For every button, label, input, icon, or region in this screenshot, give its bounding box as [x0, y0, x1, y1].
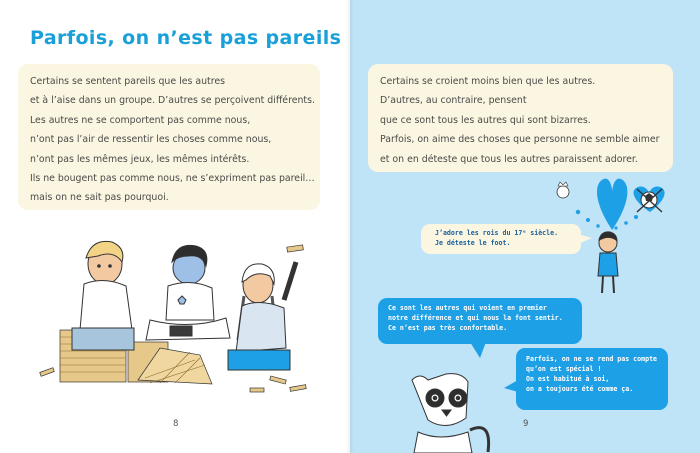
speech-bubble-lemur: [516, 348, 668, 410]
bubble-line: Ce n’est pas très confortable.: [388, 324, 508, 332]
page-title: Parfois, on n’est pas pareils: [30, 27, 342, 49]
left-paragraph-line: mais on ne sait pas pourquoi.: [30, 192, 169, 204]
lemur-illustration: [412, 374, 489, 453]
speech-bubble-boy: [421, 224, 581, 254]
heart-king-icon: [557, 179, 627, 230]
heart-football-icon: [634, 187, 665, 212]
bubble-line: on a toujours été comme ça.: [526, 385, 634, 393]
left-paragraph-line: n’ont pas l’air de ressentir les choses comme nous,: [30, 134, 272, 146]
page-number-right: 9: [523, 419, 529, 429]
bubble-line: qu’on est spécial !: [526, 365, 602, 373]
boy-illustration: [598, 232, 618, 293]
right-paragraph-line: D’autres, au contraire, pensent: [380, 95, 527, 107]
bubble-line: Je déteste le foot.: [435, 239, 511, 247]
bubble-line: J’adore les rois du 17ᵉ siècle.: [435, 229, 559, 237]
bubble-line: Parfois, on ne se rend pas compte: [526, 355, 658, 363]
left-paragraph-line: Ils ne bougent pas comme nous, ne s’expriment pas pareil…: [30, 173, 315, 185]
bubble-line: On est habitué à soi,: [526, 375, 610, 383]
right-paragraph-line: que ce sont tous les autres qui sont bizarres.: [380, 114, 591, 126]
child-left-illustration: [72, 241, 134, 350]
page-number-left: 8: [173, 419, 179, 429]
speech-bubble-others: [378, 298, 582, 344]
right-paragraph-line: Parfois, on aime des choses que personne ne semble aimer: [380, 134, 660, 146]
left-paragraph-line: Certains se sentent pareils que les autres: [30, 76, 225, 87]
child-right-illustration: [228, 262, 296, 370]
bubble-tail-others: [470, 342, 486, 358]
bubble-line: Ce sont les autres qui voient en premier: [388, 304, 547, 312]
left-paragraph-line: Les autres ne se comportent pas comme nous,: [30, 114, 251, 126]
child-middle-illustration: [146, 245, 230, 340]
left-paragraph-line: et à l’aise dans un groupe. D’autres se perçoivent différents.: [30, 95, 315, 107]
right-paragraph-line: Certains se croient moins bien que les autres.: [380, 76, 596, 87]
left-paragraph-line: n’ont pas les mêmes jeux, les mêmes intérêts.: [30, 153, 250, 165]
bubble-line: notre différence et qui nous la font sentir.: [388, 314, 563, 322]
right-paragraph-line: et on en déteste que tous les autres paraissent adorer.: [380, 153, 638, 165]
